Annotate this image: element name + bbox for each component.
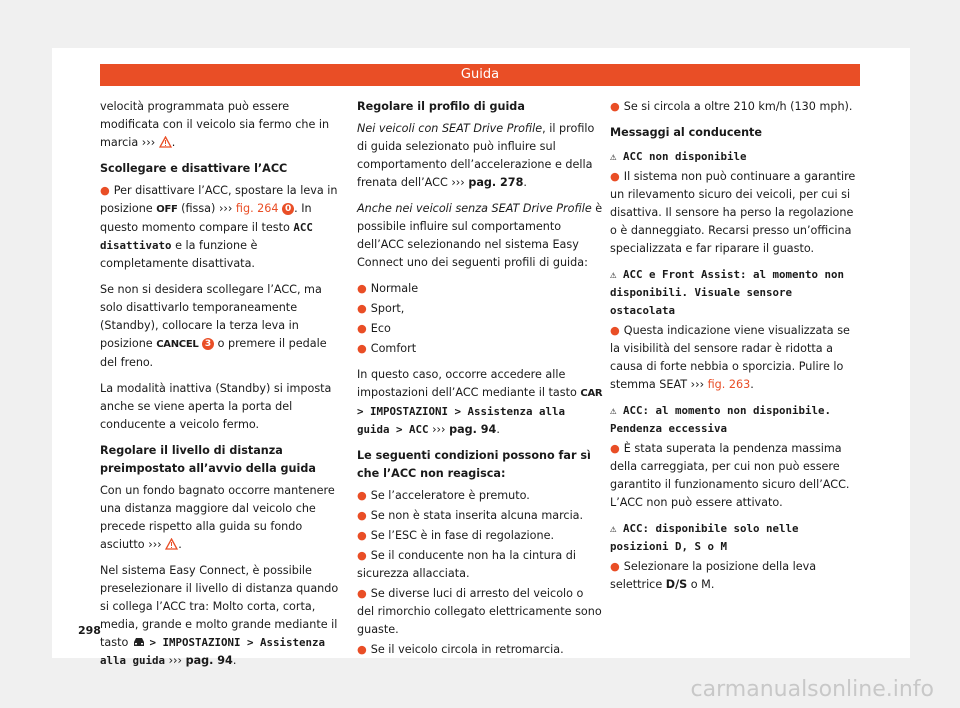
watermark: carmanualsonline.info [690, 677, 934, 702]
page-ref[interactable]: pag. 94 [185, 654, 233, 667]
display-text: ACC disattivato [100, 221, 313, 252]
heading: Scollegare e disattivare l’ACC [100, 162, 288, 175]
list-item: ● Selezionare la posizione della leva selettrice D/S o M. [610, 560, 817, 591]
list-item: ● Se il conducente non ha la cintura di sicurezza allacciata. [357, 549, 576, 580]
menu-path: > IMPOSTAZIONI > Assistenza alla guida > ACC [357, 405, 566, 436]
list-item: ● Se l’acceleratore è premuto. [357, 489, 530, 502]
paragraph: In questo caso, occorre accedere alle impostazioni dell’ACC mediante il tasto CAR > IMPOSTAZIONI > Assistenza alla guida > ACC ››› pag. 94. [357, 368, 603, 436]
car-key-icon: CAR [580, 388, 603, 399]
heading: Regolare il profilo di guida [357, 100, 525, 113]
list-item: ● Il sistema non può continuare a garantire un rilevamento sicuro dei veicoli, per cui si disattiva. Il sensore ha perso la regolazione o è danneggiato. Recarsi presso un’officina specializzata e far riparare il guasto. [610, 170, 856, 255]
list-item: ● Se si circola a oltre 210 km/h (130 mph). [610, 100, 853, 113]
figure-link[interactable]: fig. 263 [707, 378, 751, 391]
list-item: ● Se non è stata inserita alcuna marcia. [357, 509, 584, 522]
profile-list [357, 280, 603, 358]
warning-icon [165, 538, 178, 550]
page-ref[interactable]: pag. 278 [468, 176, 524, 189]
driver-message: ⚠ ACC non disponibile [610, 150, 747, 163]
column-3 [610, 98, 860, 602]
list-item: ● Sport, [357, 302, 405, 315]
warning-icon [159, 136, 172, 148]
list-item: ● Questa indicazione viene visualizzata se la visibilità del sensore radar è ridotta a causa di forte nebbia o sporcizia. Pulire lo stemma SEAT ››› fig. 263. [610, 324, 850, 391]
callout-number: 0 [282, 203, 294, 215]
section-header: Guida [100, 64, 860, 86]
callout-number: 3 [202, 338, 214, 350]
paragraph: Anche nei veicoli senza SEAT Drive Profile è possibile influire sul comportamento dell’ACC selezionando nel sistema Easy Connect uno dei seguenti profili di guida: [357, 202, 603, 269]
heading: Le seguenti condizioni possono far sì che l’ACC non reagisca: [357, 449, 591, 480]
arrow-ref: ››› [141, 136, 156, 149]
paragraph: La modalità inattiva (Standby) si imposta anche se viene aperta la porta del conducente a veicolo fermo. [100, 382, 332, 431]
page-number: 298 [78, 624, 101, 637]
driver-message: ⚠ ACC e Front Assist: al momento non disponibili. Visuale sensore ostacolata [610, 268, 845, 317]
heading: Regolare il livello di distanza preimpostato all’avvio della guida [100, 444, 316, 475]
driver-message: ⚠ ACC: al momento non disponibile. Pendenza eccessiva [610, 404, 832, 435]
list-item: ● Se l’ESC è in fase di regolazione. [357, 529, 555, 542]
paragraph: Con un fondo bagnato occorre mantenere una distanza maggiore dal veicolo che precede rispetto alla guida su fondo asciutto ››› . [100, 484, 335, 551]
warning-lamp-icon: ⚠ [610, 522, 617, 535]
paragraph: velocità programmata può essere modificata con il veicolo sia fermo che in marcia ››› . [100, 100, 330, 149]
heading: Messaggi al conducente [610, 126, 762, 139]
menu-path: > IMPOSTAZIONI > Assistenza alla guida [100, 636, 325, 667]
list-item: ● Normale [357, 282, 419, 295]
list-item: ● Eco [357, 322, 391, 335]
warning-lamp-icon: ⚠ [610, 404, 617, 417]
cancel-key-icon: CANCEL [156, 339, 199, 350]
figure-link[interactable]: fig. 264 [235, 202, 279, 215]
column-1 [100, 98, 346, 678]
list-item: ● È stata superata la pendenza massima della carreggiata, per cui non può essere garantito il funzionamento sicuro dell’ACC. L’ACC non può essere attivato. [610, 442, 850, 509]
car-menu-icon [132, 637, 146, 647]
driver-message: ⚠ ACC: disponibile solo nelle posizioni D, S o M [610, 522, 799, 553]
list-item: ● Se il veicolo circola in retromarcia. [357, 643, 564, 656]
paragraph: Se non si desidera scollegare l’ACC, ma solo disattivarlo temporaneamente (Standby), collocare la terza leva in posizione CANCEL 3 o premere il pedale del freno. [100, 283, 327, 369]
warning-lamp-icon: ⚠ [610, 150, 617, 163]
off-key-icon: OFF [156, 204, 178, 215]
paragraph: Nel sistema Easy Connect, è possibile preselezionare il livello di distanza quando si collega l’ACC tra: Molto corta, corta, media, grande e molto grande mediante il tasto > IMPOSTAZIONI > Assistenza alla guida ››› pag. 94. [100, 564, 339, 667]
paragraph: Nei veicoli con SEAT Drive Profile, il profilo di guida selezionato può influire sul comportamento dell’accelerazione e della frenata dell’ACC ››› pag. 278. [357, 122, 595, 189]
page-ref[interactable]: pag. 94 [449, 423, 497, 436]
warning-lamp-icon: ⚠ [610, 268, 617, 281]
list-item: ● Per disattivare l’ACC, spostare la leva in posizione OFF (fissa) ››› fig. 264 0 . In questo momento compare il testo ACC disattivato e la funzione è completamente disattivata. [100, 184, 338, 270]
column-2 [357, 98, 603, 661]
condition-list [357, 487, 603, 659]
list-item: ● Comfort [357, 342, 417, 355]
bullet-icon: ● [100, 184, 110, 197]
list-item: ● Se diverse luci di arresto del veicolo o del rimorchio collegato elettricamente sono guaste. [357, 587, 602, 636]
